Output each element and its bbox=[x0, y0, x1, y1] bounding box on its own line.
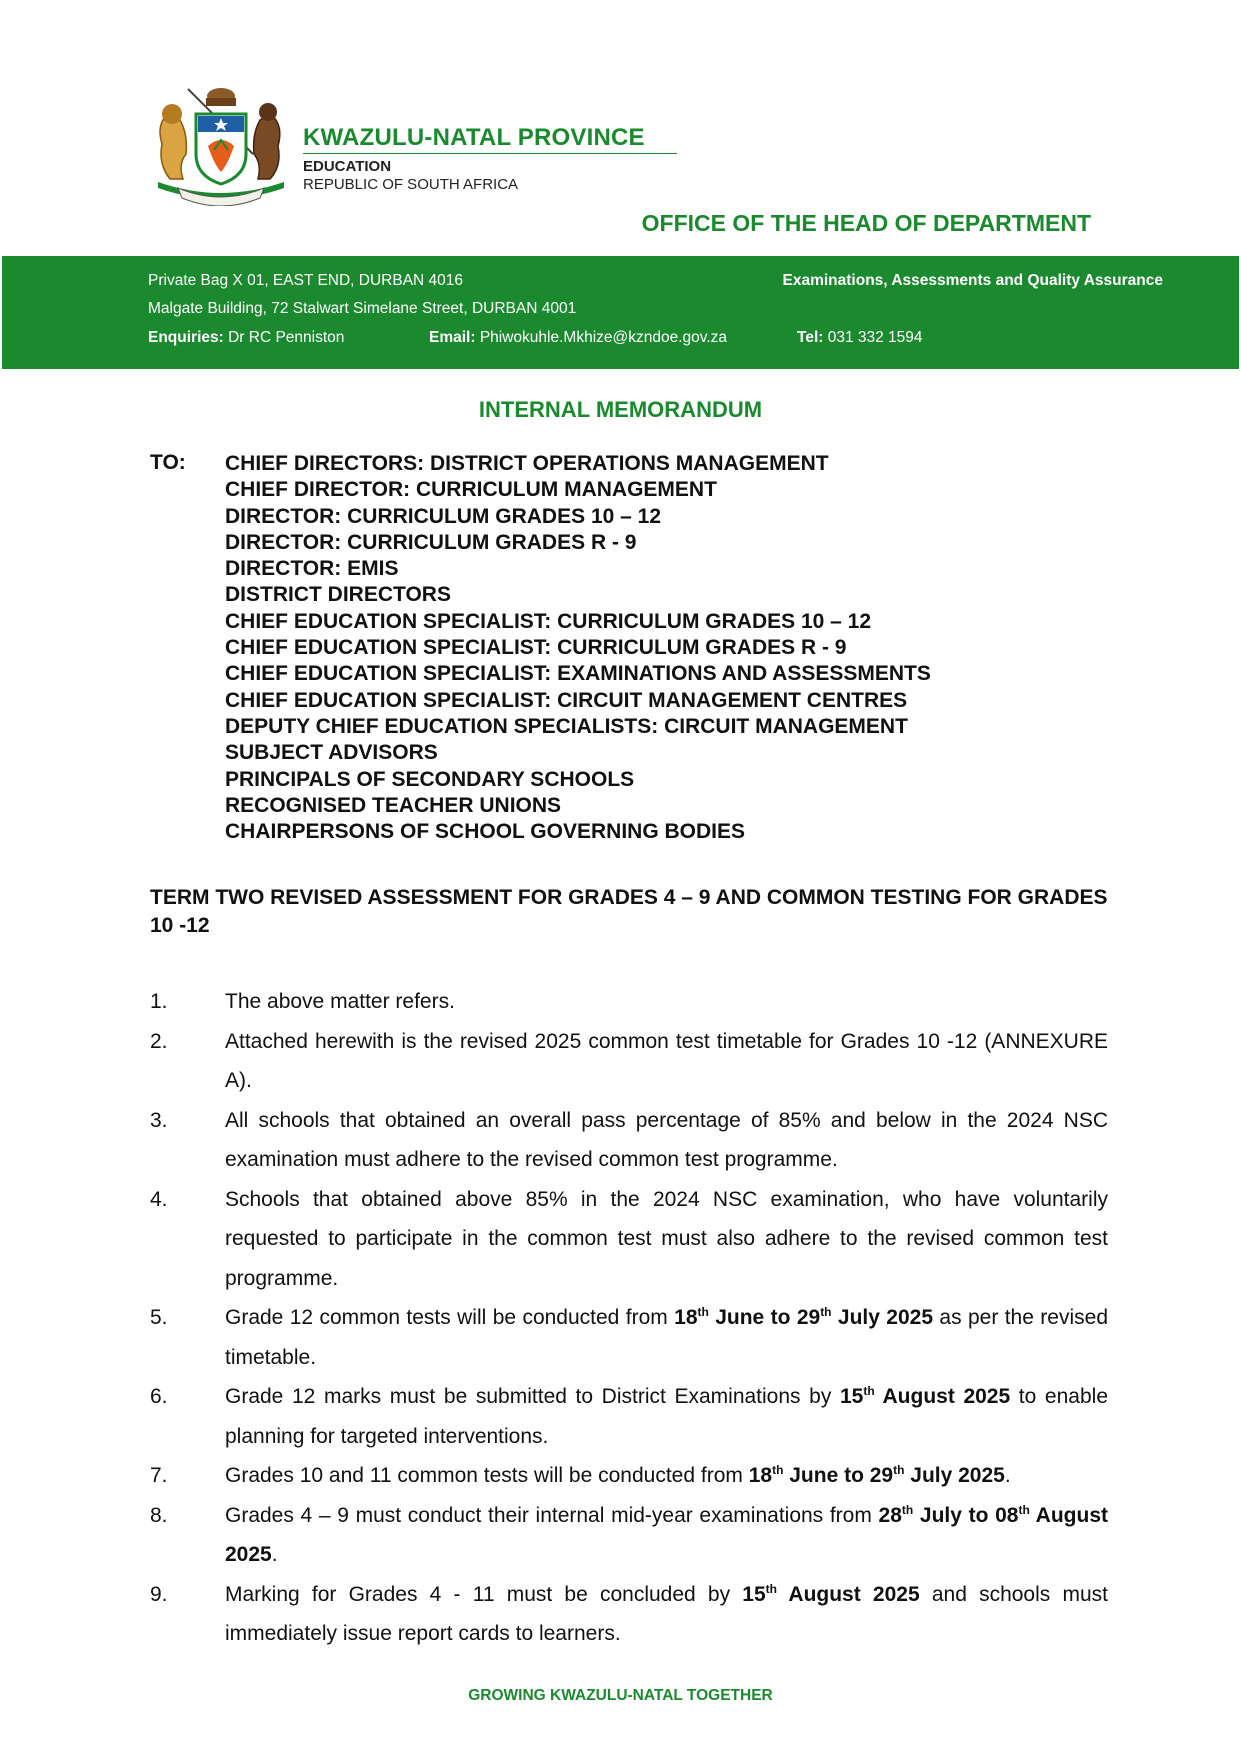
enquiries-label: Enquiries: bbox=[148, 329, 224, 346]
date-emphasis: 28th July to 08th August 2025 bbox=[225, 1502, 1108, 1566]
tel-value: 031 332 1594 bbox=[827, 329, 923, 346]
recipient: CHIEF EDUCATION SPECIALIST: CURRICULUM GRADES 10 – 12 bbox=[225, 609, 872, 633]
tel-line bbox=[797, 329, 923, 347]
footer-slogan: GROWING KWAZULU-NATAL TOGETHER bbox=[468, 1687, 773, 1704]
memo-item bbox=[150, 1496, 1108, 1575]
contact-band bbox=[2, 256, 1239, 369]
to-label: TO: bbox=[150, 451, 186, 474]
memo-item bbox=[150, 1298, 1108, 1377]
kzn-coat-of-arms-logo bbox=[148, 84, 294, 206]
street-address: Malgate Building, 72 Stalwart Simelane Street, DURBAN 4001 bbox=[148, 300, 577, 317]
item-text: . bbox=[1004, 1464, 1011, 1487]
recipient: PRINCIPALS OF SECONDARY SCHOOLS bbox=[225, 767, 635, 791]
date-emphasis: 15th August 2025 bbox=[839, 1384, 1011, 1408]
recipient: DIRECTOR: EMIS bbox=[225, 557, 399, 581]
recipient: DISTRICT DIRECTORS bbox=[225, 583, 451, 607]
office-heading: OFFICE OF THE HEAD OF DEPARTMENT bbox=[641, 210, 1091, 236]
item-text: All schools that obtained an overall pass percentage of 85% and below in the 2024 NSC examination must adhere to the revised common test programme. bbox=[225, 1108, 1108, 1171]
item-text: as per the revised timetable. bbox=[225, 1306, 1109, 1369]
country-name: REPUBLIC OF SOUTH AFRICA bbox=[303, 176, 519, 193]
enquiries-line bbox=[148, 329, 344, 347]
item-text: and schools must immediately issue report cards to learners. bbox=[225, 1582, 1108, 1645]
memo-item bbox=[150, 1377, 1108, 1456]
unit-name: Examinations, Assessments and Quality Assurance bbox=[782, 272, 1163, 289]
email-value[interactable]: Phiwokuhle.Mkhize@kzndoe.gov.za bbox=[479, 329, 728, 346]
item-text: Grades 4 – 9 must conduct their internal mid-year examinations from bbox=[225, 1503, 879, 1527]
item-text: Schools that obtained above 85% in the 2024 NSC examination, who have voluntarily requested to participate in the common test must also adhere to the revised common test programme. bbox=[225, 1187, 1108, 1290]
item-text: to enable planning for targeted interventions. bbox=[225, 1385, 1108, 1448]
province-title: KWAZULU-NATAL PROVINCE bbox=[303, 124, 645, 151]
letterhead-rule bbox=[303, 153, 677, 154]
postal-address: Private Bag X 01, EAST END, DURBAN 4016 bbox=[148, 272, 464, 289]
date-emphasis: 18th June to 29th July 2025 bbox=[674, 1305, 934, 1329]
memo-item bbox=[150, 982, 1108, 1022]
item-text: The above matter refers. bbox=[225, 990, 455, 1013]
recipient: CHIEF EDUCATION SPECIALIST: CIRCUIT MANAGEMENT CENTRES bbox=[225, 688, 908, 712]
item-text: Grade 12 marks must be submitted to District Examinations by bbox=[225, 1385, 840, 1408]
recipient: CHIEF EDUCATION SPECIALIST: EXAMINATIONS AND ASSESSMENTS bbox=[225, 662, 931, 686]
recipient: SUBJECT ADVISORS bbox=[225, 741, 438, 765]
memo-subject: TERM TWO REVISED ASSESSMENT FOR GRADES 4 – 9 AND COMMON TESTING FOR GRADES 10 -12 bbox=[150, 886, 1108, 937]
memo-item bbox=[150, 1022, 1108, 1101]
recipient: DIRECTOR: CURRICULUM GRADES 10 – 12 bbox=[225, 504, 662, 528]
memo-item bbox=[150, 1575, 1108, 1654]
item-number: 6. bbox=[150, 1385, 168, 1408]
item-text: . bbox=[271, 1543, 278, 1566]
memo-item bbox=[150, 1101, 1108, 1180]
item-number: 2. bbox=[150, 1029, 168, 1053]
memo-items bbox=[150, 982, 1108, 1654]
item-number: 8. bbox=[150, 1503, 168, 1527]
tel-label: Tel: bbox=[797, 329, 824, 346]
item-number: 9. bbox=[150, 1582, 168, 1606]
recipient: DEPUTY CHIEF EDUCATION SPECIALISTS: CIRCUIT MANAGEMENT bbox=[225, 714, 908, 738]
enquiries-value: Dr RC Penniston bbox=[228, 329, 345, 346]
item-number: 3. bbox=[150, 1108, 168, 1132]
recipient: CHIEF DIRECTORS: DISTRICT OPERATIONS MANAGEMENT bbox=[225, 452, 829, 475]
item-number: 4. bbox=[150, 1187, 168, 1211]
recipient-list bbox=[225, 451, 931, 845]
email-line bbox=[429, 329, 727, 347]
item-number: 7. bbox=[150, 1464, 168, 1487]
item-text: Attached herewith is the revised 2025 common test timetable for Grades 10 -12 (ANNEXURE A). bbox=[225, 1029, 1108, 1092]
item-number: 5. bbox=[150, 1306, 168, 1329]
recipient: CHAIRPERSONS OF SCHOOL GOVERNING BODIES bbox=[225, 820, 746, 844]
item-text: Grade 12 common tests will be conducted from bbox=[225, 1306, 675, 1329]
date-emphasis: 18th June to 29th July 2025 bbox=[748, 1463, 1005, 1487]
item-text: Marking for Grades 4 - 11 must be concluded by bbox=[225, 1582, 743, 1606]
recipient: CHIEF DIRECTOR: CURRICULUM MANAGEMENT bbox=[225, 478, 717, 502]
memo-item bbox=[150, 1456, 1108, 1496]
recipient: DIRECTOR: CURRICULUM GRADES R - 9 bbox=[225, 530, 637, 554]
email-label: Email: bbox=[429, 329, 476, 346]
department-name: EDUCATION bbox=[303, 158, 392, 175]
memo-title: INTERNAL MEMORANDUM bbox=[478, 397, 763, 422]
memo-item bbox=[150, 1180, 1108, 1299]
recipient: CHIEF EDUCATION SPECIALIST: CURRICULUM GRADES R - 9 bbox=[225, 636, 847, 660]
item-text: Grades 10 and 11 common tests will be conducted from bbox=[225, 1464, 749, 1487]
recipient: RECOGNISED TEACHER UNIONS bbox=[225, 793, 562, 817]
date-emphasis: 15th August 2025 bbox=[742, 1581, 920, 1606]
item-number: 1. bbox=[150, 990, 168, 1013]
